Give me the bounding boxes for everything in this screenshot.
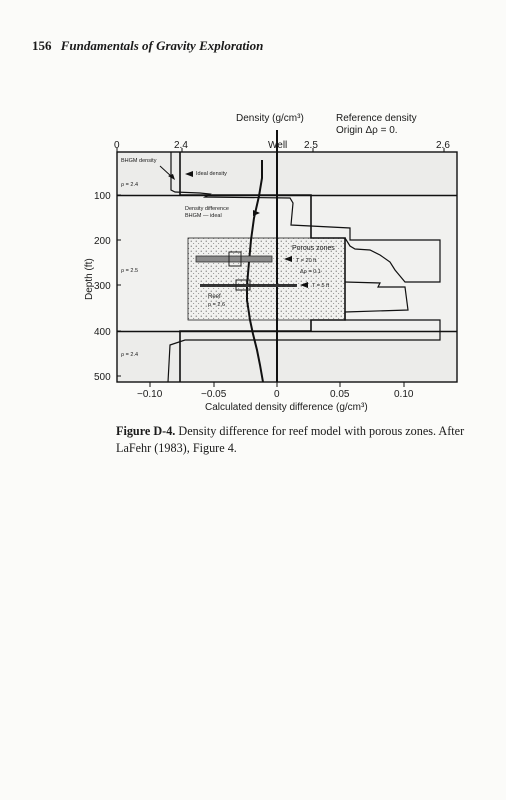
annotation-density-difference-1: Density difference [185, 206, 229, 212]
annotation-rho-top: ρ = 2.4 [121, 182, 139, 188]
annotation-drho: Δρ = 0.1 [300, 269, 321, 275]
top-tick-2.5: 2.5 [304, 140, 318, 151]
top-tick-2.4: 2.4 [174, 140, 188, 151]
y-tick-500: 500 [94, 372, 111, 383]
annotation-reef-2: ρ = 2.6 [208, 302, 226, 308]
y-tick-300: 300 [94, 281, 111, 292]
caption-label: Figure D-4. [116, 424, 176, 438]
y-tick-200: 200 [94, 236, 111, 247]
caption-text: Density difference for reef model with porous zones. After LaFehr (1983), Figure 4. [116, 424, 465, 455]
top-tick-2.6: 2.6 [436, 140, 450, 151]
x-tick-0.05: 0.05 [330, 389, 350, 400]
x-tick-neg0.10: −0.10 [137, 389, 163, 400]
x-tick-0: 0 [274, 389, 280, 400]
annotation-porous-zones: Porous zones [292, 245, 335, 252]
annotation-bhgm-density: BHGM density [121, 158, 157, 164]
x-axis-title: Calculated density difference (g/cm³) [205, 402, 368, 413]
running-title: Fundamentals of Gravity Exploration [60, 38, 264, 53]
porous-zone-bar-thin [200, 284, 297, 287]
well-label: Well [268, 140, 288, 151]
porous-zone-bar-thick [196, 256, 272, 262]
top-tick-0: 0 [114, 140, 120, 151]
reference-label-line2: Origin Δρ = 0. [336, 125, 398, 136]
annotation-reef-1: Reef [208, 294, 221, 300]
annotation-t20: T = 20 ft [296, 258, 317, 264]
x-tick-0.10: 0.10 [394, 389, 414, 400]
y-tick-100: 100 [94, 191, 111, 202]
figure-caption [116, 423, 476, 457]
reference-label-line1: Reference density [336, 113, 417, 124]
bottom-axis-ticks [150, 382, 404, 387]
x-tick-neg0.05: −0.05 [201, 389, 227, 400]
annotation-t5: T = 5 ft [312, 283, 330, 289]
annotation-rho-bottom: ρ = 2.4 [121, 352, 139, 358]
annotation-rho-mid: ρ = 2.5 [121, 268, 139, 274]
top-axis-title: Density (g/cm³) [236, 113, 304, 124]
annotation-ideal-density: Ideal density [196, 171, 227, 177]
y-axis-title: Depth (ft) [84, 258, 95, 300]
y-tick-400: 400 [94, 327, 111, 338]
annotation-density-difference-2: BHGM — ideal [185, 213, 222, 219]
page-number: 156 [32, 38, 52, 53]
